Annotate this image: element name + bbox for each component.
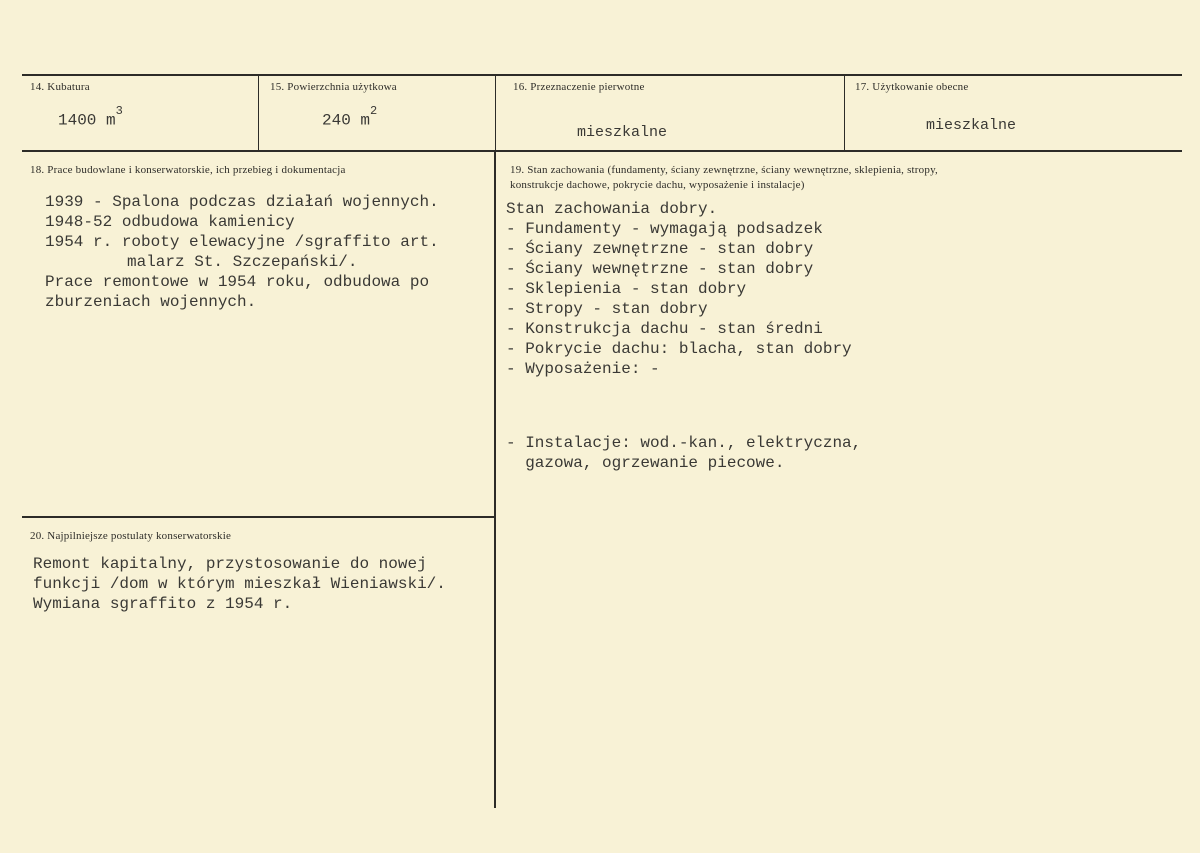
row1-bottom-rule bbox=[22, 150, 1182, 152]
field-18-line: 1939 - Spalona podczas działań wojennych. bbox=[45, 193, 439, 211]
field-20-label: 20. Najpilniejsze postulaty konserwatorskie bbox=[30, 530, 232, 542]
field-15-label: 15. Powierzchnia użytkowa bbox=[270, 81, 397, 93]
field-20-line: funkcji /dom w którym mieszkał Wieniawski/. bbox=[33, 575, 446, 593]
main-vertical-divider bbox=[494, 152, 496, 808]
field-18-line: 1948-52 odbudowa kamienicy bbox=[45, 213, 295, 231]
section-18-20-divider bbox=[22, 516, 494, 518]
field-19-line: Stan zachowania dobry. bbox=[506, 200, 718, 218]
field-19-line: - Sklepienia - stan dobry bbox=[506, 280, 747, 298]
field-19-line: - Stropy - stan dobry bbox=[506, 300, 708, 318]
field-18-line: zburzeniach wojennych. bbox=[45, 293, 257, 311]
field-19-installations bbox=[506, 433, 861, 473]
field-16-label: 16. Przeznaczenie pierwotne bbox=[513, 81, 645, 93]
field-19-line: - Instalacje: wod.-kan., elektryczna, bbox=[506, 434, 862, 452]
field-19-line: - Konstrukcja dachu - stan średni bbox=[506, 320, 823, 338]
field-19-label-line2: konstrukcje dachowe, pokrycie dachu, wyposażenie i instalacje) bbox=[510, 179, 805, 191]
field-18-line: Prace remontowe w 1954 roku, odbudowa po bbox=[45, 273, 430, 291]
field-18-line: malarz St. Szczepański/. bbox=[127, 253, 358, 271]
field-14-exponent: 3 bbox=[115, 104, 123, 118]
top-rule bbox=[22, 74, 1182, 76]
field-19-text bbox=[506, 199, 852, 379]
field-16-value: mieszkalne bbox=[577, 124, 668, 141]
field-19-line: - Ściany zewnętrzne - stan dobry bbox=[506, 240, 814, 258]
field-19-line: - Wyposażenie: - bbox=[506, 360, 660, 378]
divider-16-17 bbox=[844, 76, 845, 150]
field-20-text bbox=[33, 554, 446, 614]
field-18-text bbox=[45, 192, 439, 312]
field-19-line: - Pokrycie dachu: blacha, stan dobry bbox=[506, 340, 852, 358]
field-18-line: 1954 r. roboty elewacyjne /sgraffito art. bbox=[45, 233, 439, 251]
field-14-number: 1400 m bbox=[58, 111, 116, 130]
field-19-line: gazowa, ogrzewanie piecowe. bbox=[506, 454, 785, 472]
field-20-line: Wymiana sgraffito z 1954 r. bbox=[33, 595, 293, 613]
field-14-value bbox=[58, 104, 123, 130]
field-15-number: 240 m bbox=[322, 111, 371, 130]
field-17-label: 17. Użytkowanie obecne bbox=[855, 81, 969, 93]
field-15-exponent: 2 bbox=[370, 104, 378, 118]
field-19-line: - Fundamenty - wymagają podsadzek bbox=[506, 220, 823, 238]
field-15-value bbox=[322, 104, 378, 130]
field-17-value: mieszkalne bbox=[926, 117, 1017, 134]
divider-14-15 bbox=[258, 76, 259, 150]
field-19-label-line1: 19. Stan zachowania (fundamenty, ściany zewnętrzne, ściany wewnętrzne, sklepienia, stropy, bbox=[510, 164, 939, 176]
field-20-line: Remont kapitalny, przystosowanie do nowej bbox=[33, 555, 427, 573]
divider-15-16 bbox=[495, 76, 496, 150]
field-18-label: 18. Prace budowlane i konserwatorskie, ich przebieg i dokumentacja bbox=[30, 164, 346, 176]
field-19-line: - Ściany wewnętrzne - stan dobry bbox=[506, 260, 814, 278]
field-14-label: 14. Kubatura bbox=[30, 81, 90, 93]
